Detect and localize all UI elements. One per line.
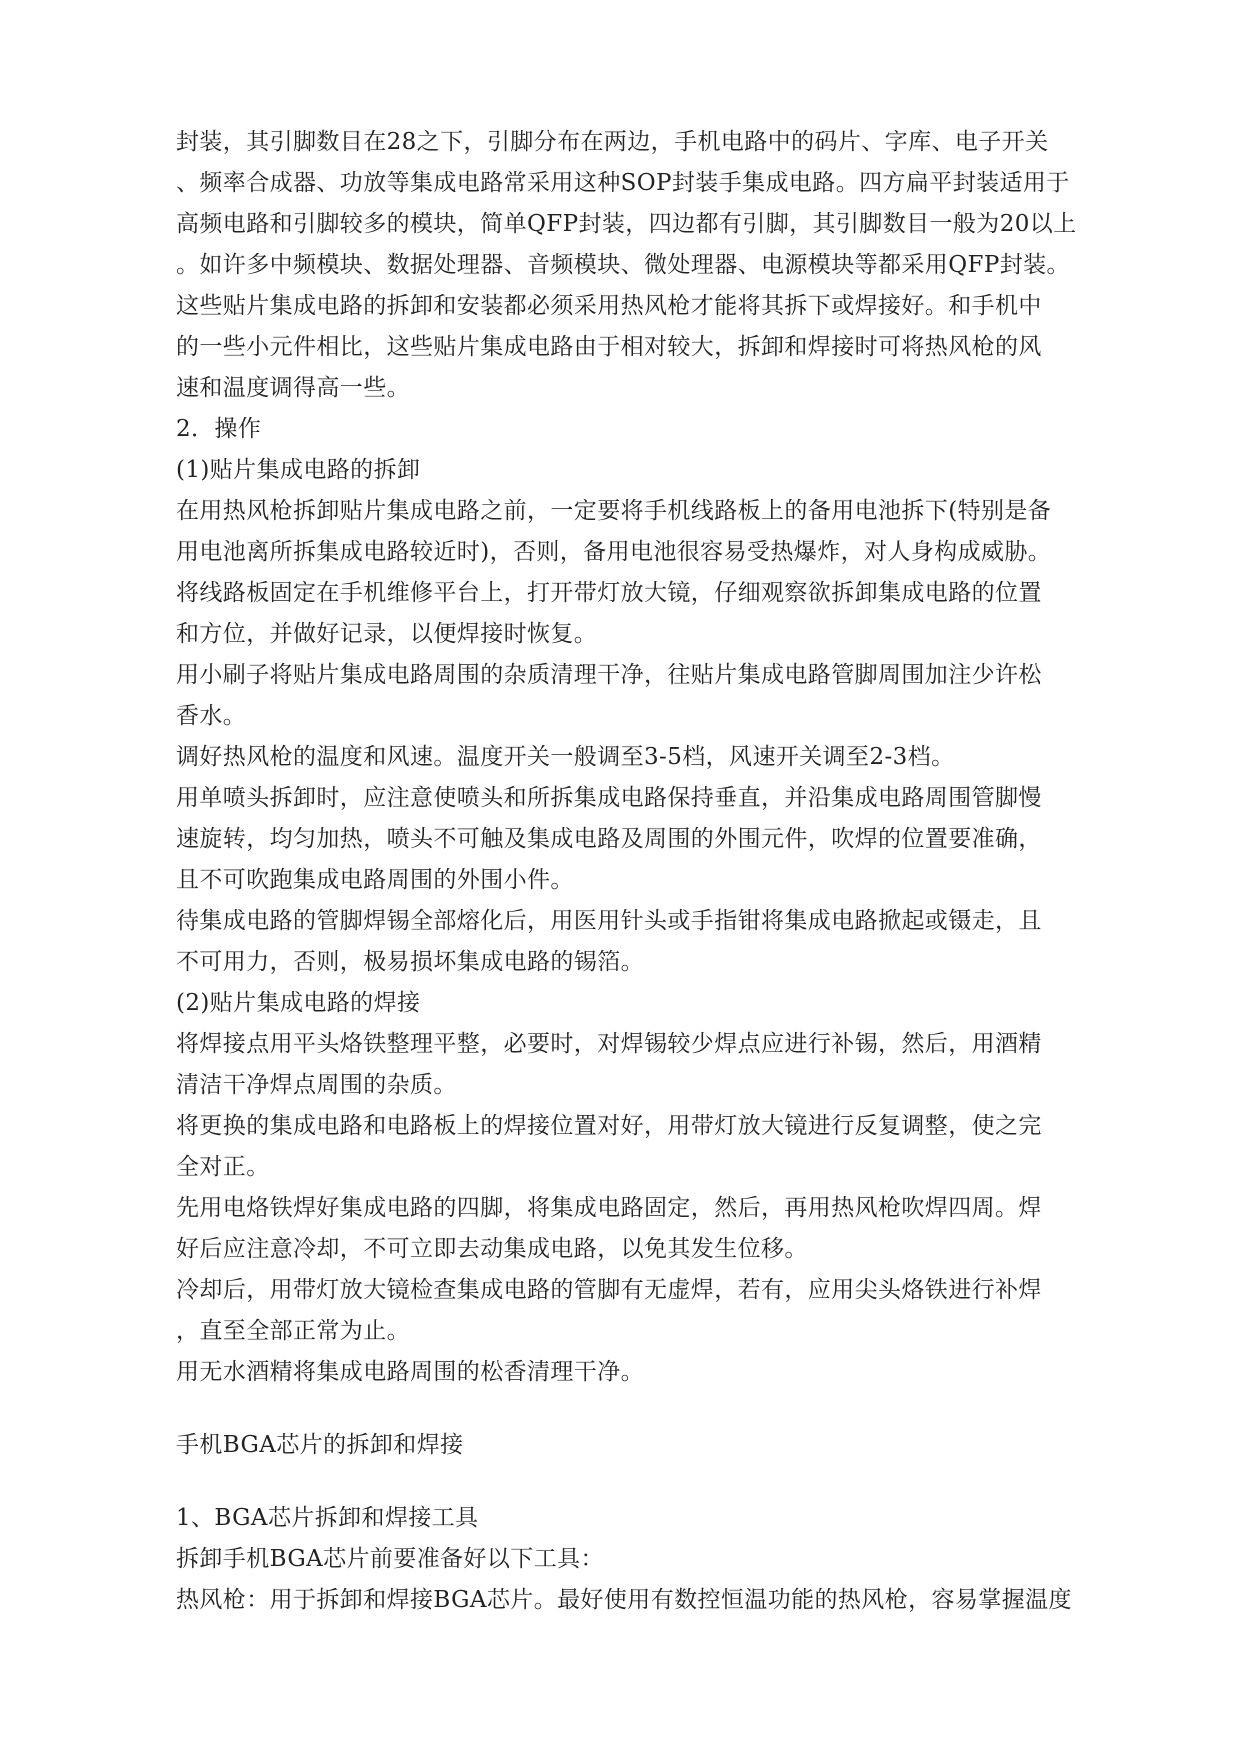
paragraph-gap [176,1466,1106,1498]
text-line: 调好热风枪的温度和风速。温度开关一般调至3-5档，风速开关调至2-3档。 [176,744,955,770]
text-line: 先用电烙铁焊好集成电路的四脚，将集成电路固定，然后，再用热风枪吹焊四周。焊 [176,1195,1042,1221]
document-body [176,122,1106,1621]
subheading-removal: (1)贴片集成电路的拆卸 [176,457,421,483]
text-line: 香水。 [176,703,247,729]
text-line: 用小刷子将贴片集成电路周围的杂质清理干净，往贴片集成电路管脚周围加注少许松 [176,662,1042,688]
text-line: 清洁干净焊点周围的杂质。 [176,1072,457,1098]
text-line: 和方位，并做好记录，以便焊接时恢复。 [176,621,598,647]
text-line: 待集成电路的管脚焊锡全部熔化后，用医用针头或手指钳将集成电路掀起或镊走，且 [176,908,1042,934]
text-line: 封装，其引脚数目在28之下，引脚分布在两边，手机电路中的码片、字库、电子开关 [176,129,1049,155]
text-line: 。如许多中频模块、数据处理器、音频模块、微处理器、电源模块等都采用QFP封装。 [176,252,1070,278]
text-line: 且不可吹跑集成电路周围的外围小件。 [176,867,574,893]
paragraph-gap [176,1393,1106,1425]
subsection-title: 1、BGA芯片拆卸和焊接工具 [176,1505,479,1531]
section-title: 手机BGA芯片的拆卸和焊接 [176,1432,464,1458]
heading-operation: 2．操作 [176,416,262,442]
text-line: 用单喷头拆卸时，应注意使喷头和所拆集成电路保持垂直，并沿集成电路周围管脚慢 [176,785,1042,811]
text-line: 高频电路和引脚较多的模块，简单QFP封装，四边都有引脚，其引脚数目一般为20以上 [176,211,1077,237]
text-line: 用电池离所拆集成电路较近时)，否则，备用电池很容易受热爆炸，对人身构成威胁。 [176,539,1052,565]
text-line: 速和温度调得高一些。 [176,375,410,401]
text-line: 这些贴片集成电路的拆卸和安装都必须采用热风枪才能将其拆下或焊接好。和手机中 [176,293,1042,319]
text-line: 在用热风枪拆卸贴片集成电路之前，一定要将手机线路板上的备用电池拆下(特别是备 [176,498,1052,524]
text-line: 将线路板固定在手机维修平台上，打开带灯放大镜，仔细观察欲拆卸集成电路的位置 [176,580,1042,606]
text-line: 不可用力，否则，极易损坏集成电路的锡箔。 [176,949,644,975]
text-line: 将焊接点用平头烙铁整理平整，必要时，对焊锡较少焊点应进行补锡，然后，用酒精 [176,1031,1042,1057]
text-line: 将更换的集成电路和电路板上的焊接位置对好，用带灯放大镜进行反复调整，使之完 [176,1113,1042,1139]
text-line: ，直至全部正常为止。 [176,1318,410,1344]
text-line: 拆卸手机BGA芯片前要准备好以下工具： [176,1546,604,1572]
text-line: 速旋转，均匀加热，喷头不可触及集成电路及周围的外围元件，吹焊的位置要准确， [176,826,1042,852]
text-line: 用无水酒精将集成电路周围的松香清理干净。 [176,1359,644,1385]
text-line: 热风枪：用于拆卸和焊接BGA芯片。最好使用有数控恒温功能的热风枪，容易掌握温度 [176,1587,1072,1613]
text-line: 、频率合成器、功放等集成电路常采用这种SOP封装手集成电路。四方扁平封装适用于 [176,170,1070,196]
text-line: 好后应注意冷却，不可立即去动集成电路，以免其发生位移。 [176,1236,808,1262]
text-line: 全对正。 [176,1154,270,1180]
text-line: 的一些小元件相比，这些贴片集成电路由于相对较大，拆卸和焊接时可将热风枪的风 [176,334,1042,360]
subheading-soldering: (2)贴片集成电路的焊接 [176,990,421,1016]
text-line: 冷却后，用带灯放大镜检查集成电路的管脚有无虚焊，若有，应用尖头烙铁进行补焊 [176,1277,1042,1303]
